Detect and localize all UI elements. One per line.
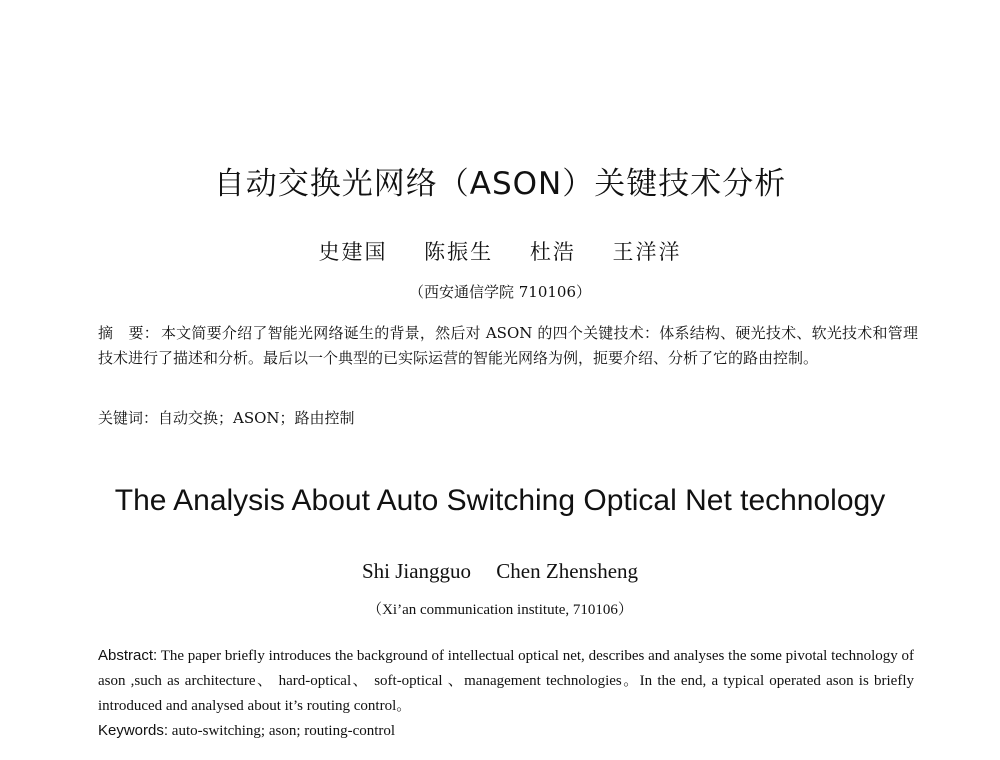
english-title: The Analysis About Auto Switching Optical Net technology xyxy=(114,484,886,517)
english-keywords-label: Keywords: xyxy=(98,722,169,739)
chinese-abstract-text: 本文简要介绍了智能光网络诞生的背景，然后对 ASON 的四个关键技术：体系结构、硬光技术、软光技术和管理技术进行了描述和分析。最后以一个典型的已实际运营的智能光网络为例，扼要介绍、分析了它的路由控制。 xyxy=(98,324,918,367)
english-affiliation: （Xi’an communication institute, 710106） xyxy=(367,602,633,618)
english-keywords-text: auto-switching; ason; routing-control xyxy=(171,723,396,739)
author-4: 王洋洋 xyxy=(612,240,682,264)
english-abstract-label: Abstract: xyxy=(98,647,158,664)
chinese-affiliation: （西安通信学院 710106） xyxy=(408,283,592,301)
chinese-title: 自动交换光网络（ASON）关键技术分析 xyxy=(213,166,787,202)
author-1: 史建国 xyxy=(318,240,388,264)
english-keywords xyxy=(98,722,914,740)
english-author-1: Shi Jiangguo xyxy=(361,559,472,583)
english-abstract xyxy=(98,643,914,719)
chinese-abstract xyxy=(98,321,918,371)
author-3: 杜浩 xyxy=(529,240,576,264)
chinese-keywords-label: 关键词： xyxy=(98,409,159,427)
english-authors xyxy=(0,559,1000,584)
author-2: 陈振生 xyxy=(424,240,494,264)
english-abstract-text: The paper briefly introduces the background of intellectual optical net, describes and analyses the some pivotal technology of ason ,such as architecture、 hard-optical、 soft-optical 、management technologies。In the end, a typical operated ason is briefly introduced and analysed about it’s routing control。 xyxy=(98,648,914,714)
chinese-keywords xyxy=(98,407,918,428)
english-author-2: Chen Zhensheng xyxy=(496,559,639,583)
chinese-keywords-text: 自动交换；ASON；路由控制 xyxy=(158,409,355,427)
chinese-authors xyxy=(0,236,1000,266)
chinese-abstract-label: 摘 要： xyxy=(98,324,159,342)
